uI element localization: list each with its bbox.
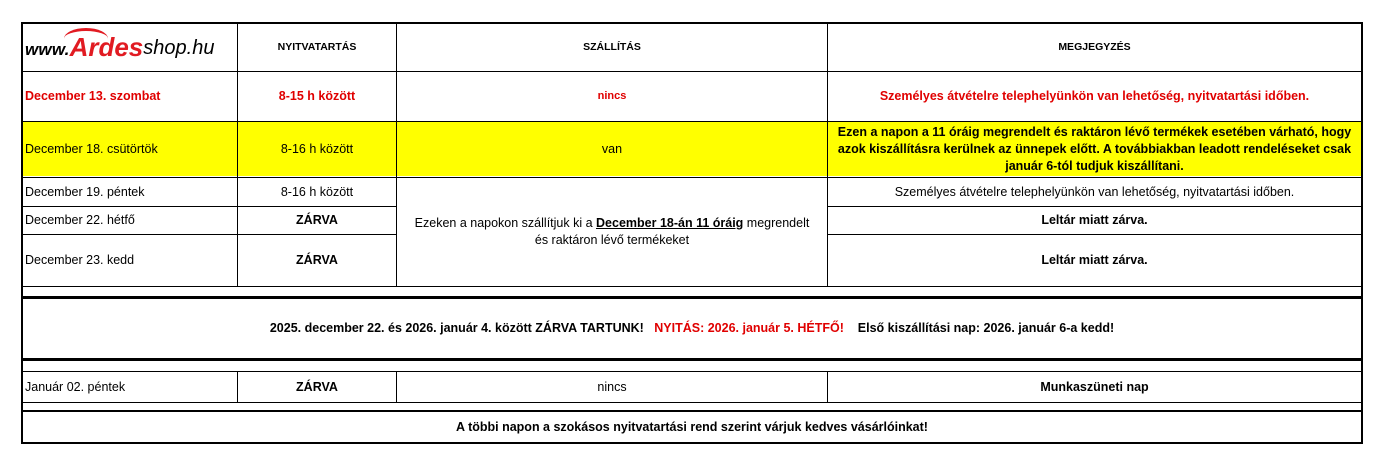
border-bottom	[21, 442, 1363, 444]
row-dec23-day: December 23. kedd	[25, 253, 135, 267]
row-dec19-hours: 8-16 h között	[280, 184, 354, 199]
row-dec18-day: December 18. csütörtök	[25, 142, 158, 156]
border-jan-bottom	[22, 402, 1362, 403]
logo-www: www.	[25, 40, 70, 59]
row-jan02-hours: ZÁRVA	[296, 379, 338, 394]
logo-brand	[70, 34, 144, 60]
logo	[25, 30, 214, 60]
row-dec23-note: Leltár miatt zárva.	[1041, 253, 1148, 267]
row-jan02-note: Munkaszüneti nap	[1040, 379, 1149, 394]
merged-delivery-text: Ezeken a napokon szállítjuk ki a December 18-án 11 óráig megrendelt és raktáron lévő termékeket	[414, 216, 810, 247]
header-note: MEGJEGYZÉS	[1058, 41, 1131, 53]
merged-delivery-deadline: December 18-án 11 óráig	[596, 216, 744, 230]
closure-notice-first-delivery: Első kiszállítási nap: 2026. január 6-a kedd!	[843, 321, 1115, 335]
row-jan02-delivery: nincs	[597, 379, 627, 394]
logo-suffix: shop.hu	[143, 37, 215, 59]
row-dec22-day: December 22. hétfő	[25, 213, 135, 227]
footer-message: A többi napon a szokásos nyitvatartási rend szerint várjuk kedves vásárlóinkat!	[456, 419, 928, 434]
border-row5-bottom	[22, 286, 1362, 287]
row-dec13-note: Személyes átvételre telephelyünkön van lehetőség, nyitvatartási időben.	[879, 89, 1310, 103]
closure-notice-period: 2025. december 22. és 2026. január 4. között ZÁRVA TARTUNK!	[269, 321, 655, 335]
logo-swoosh-icon	[64, 28, 108, 49]
row-dec19-note: Személyes átvételre telephelyünkön van lehetőség, nyitvatartási időben.	[894, 184, 1295, 199]
row-jan02-day: Január 02. péntek	[25, 379, 126, 394]
row-dec22-note: Leltár miatt zárva.	[1041, 213, 1148, 227]
header-opening-hours: NYITVATARTÁS	[277, 41, 357, 53]
row-dec23-hours: ZÁRVA	[296, 253, 338, 267]
border-notice-bottom	[21, 358, 1363, 361]
row-dec18-note: Ezen a napon a 11 óráig megrendelt és raktáron lévő termékek esetében várható, hogy azok kiszállításra kerülnek az ünnepek előtt. A továbbiakban leadott rendeléseket csak január 6-tól tudjuk kiszállítani.	[837, 125, 1352, 173]
merged-delivery-note	[397, 178, 827, 286]
border-right	[1361, 22, 1363, 444]
row-dec18-hours: 8-16 h között	[280, 142, 354, 156]
row-dec18-delivery: van	[601, 142, 623, 156]
closure-notice-opening: NYITÁS: 2026. január 5. HÉTFŐ!	[654, 321, 844, 335]
row-dec13-day: December 13. szombat	[25, 89, 161, 103]
closure-notice	[23, 299, 1361, 358]
header-delivery: SZÁLLÍTÁS	[583, 41, 641, 53]
row-dec19-day: December 19. péntek	[25, 184, 145, 199]
row-dec13-delivery: nincs	[597, 90, 627, 102]
row-dec13-hours: 8-15 h között	[278, 89, 356, 103]
logo-brand-text: Ardes	[69, 32, 144, 62]
row-dec22-hours: ZÁRVA	[296, 213, 338, 227]
